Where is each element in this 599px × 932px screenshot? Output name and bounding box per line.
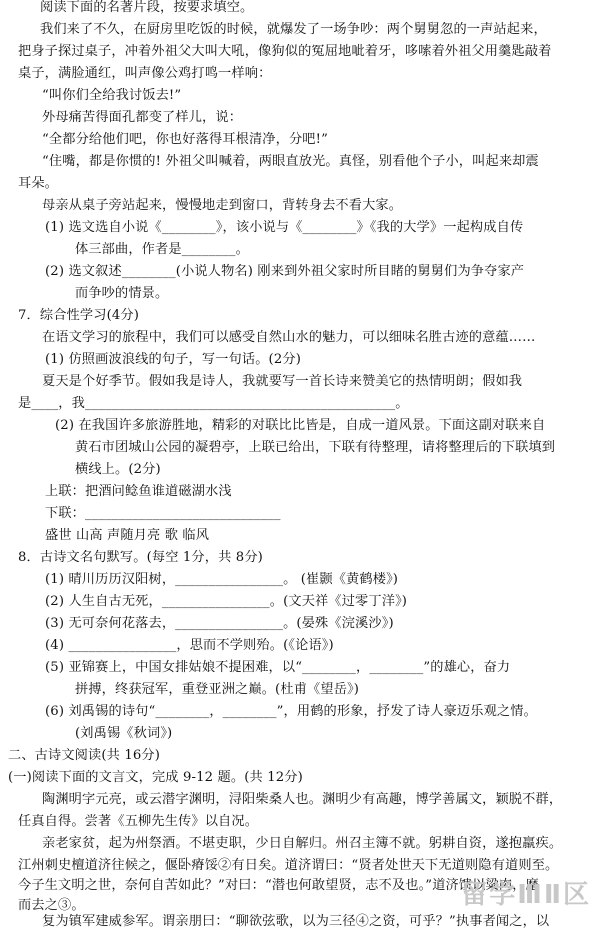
line-13: (2) 选文叙述________(小说人物名) 刚来到外祖父家时所目睹的舅舅们为争夺家产 — [45, 264, 525, 279]
line-10: 母亲从桌子旁站起来，慢慢地走到窗口，背转身去不看大家。 — [42, 198, 403, 213]
line-30: (4) ________________，思而不学则殆。(《论语》) — [45, 638, 334, 653]
line-25: 盛世 山高 声随月亮 歌 临风 — [45, 528, 210, 543]
line-17: (1) 仿照画波浪线的句子，写一句话。(2分) — [45, 352, 302, 367]
line-38: 任真自得。尝著《五柳先生传》以自况。 — [18, 814, 259, 829]
line-21: 黄石市团城山公园的凝碧亭，上联已给出，下联有待整理，请将整理后的下联填到 — [75, 440, 556, 455]
line-2: 我们来了不久，在厨房里吃饭的时候，就爆发了一场争吵：两个舅舅忽的一声站起来， — [40, 22, 547, 37]
line-41: 今子生文明之世，奈何自苦如此？”对曰：“潜也何敢望贤，志不及也。”道济馈以粱肉，麾 — [18, 878, 539, 893]
line-9: 耳朵。 — [18, 176, 59, 191]
line-7: “全都分给他们吧，你也好落得耳根清净，分吧!” — [42, 132, 328, 147]
line-5: “叫你们全给我讨饭去!” — [42, 88, 182, 103]
line-12: 体三部曲，作者是________。 — [75, 242, 249, 257]
line-26: 8．古诗文名句默写。(每空 1分，共 8分) — [18, 550, 263, 565]
line-34: (刘禹锡《秋词》) — [75, 726, 173, 741]
line-23: 上联：把酒问鲶鱼谁道磁湖水浅 — [45, 484, 232, 499]
line-18: 夏天是个好季节。假如我是诗人，我就要写一首长诗来赞美它的热情明朗；假如我 — [42, 374, 523, 389]
line-11: (1) 选文选自小说《________》，该小说与《________》《我的大学》一起构成自传 — [45, 220, 524, 235]
line-42: 而去之③。 — [18, 898, 85, 913]
line-29: (3) 无可奈何花落去，________________。(晏殊《浣溪沙》) — [45, 616, 394, 631]
line-36: (一)阅读下面的文言文，完成 9-12 题。(共 12分) — [8, 770, 303, 785]
line-22: 横线上。(2分) — [75, 462, 161, 477]
line-43: 复为镇军建威参军。谓亲朋曰：“聊欲弦歌，以为三径④之资，可乎？”执事者闻之，以 — [42, 914, 550, 929]
line-4: 桌子，满脸通红，叫声像公鸡打鸣一样响： — [18, 66, 272, 81]
line-37: 陶渊明字元亮，或云潜字渊明，浔阳柴桑人也。渊明少有高趣，博学善属文，颖脱不群， — [42, 792, 563, 807]
line-32: 拼搏，终获冠军，重登亚洲之巅。(杜甫《望岳》) — [75, 682, 360, 697]
line-15: 7．综合性学习(4分) — [18, 308, 140, 323]
line-24: 下联：_____________________________ — [45, 506, 281, 521]
line-40: 江州刺史檀道济往候之，偃卧瘠馁②有日矣。道济谓曰：“贤者处世天下无道则隐有道则至。 — [18, 858, 559, 873]
line-8: “住嘴，都是你惯的! 外祖父叫喊着，两眼直放光。真怪，别看他个子小，叫起来却震 — [42, 154, 539, 169]
line-1: 阅读下面的名著片段，按要求填空。 — [40, 0, 254, 15]
line-20: (2) 在我国许多旅游胜地，精彩的对联比比皆是，自成一道风景。下面这副对联来自 — [55, 418, 546, 433]
line-14: 而争吵的情景。 — [75, 286, 169, 301]
watermark-logo: 留学ⅢⅡ区 — [461, 880, 591, 910]
line-33: (6) 刘禹锡的诗句“________，________”，用鹤的形象，抒发了诗人豪迈乐观之情。 — [45, 704, 537, 719]
line-35: 二、古诗文阅读(共 16分) — [8, 748, 161, 763]
line-19: 是____，我______________________________________________。 — [18, 396, 409, 411]
line-27: (1) 晴川历历汉阳树，________________。 (崔颢《黄鹤楼》) — [45, 572, 399, 587]
line-39: 亲老家贫，起为州祭酒。不堪吏职，少日自解归。州召主簿不就。躬耕自资，遂抱羸疾。 — [42, 836, 563, 851]
line-3: 把身子探过桌子，冲着外祖父大叫大吼，像狗似的冤屈地呲着牙，哆嗦着外祖父用羹匙敲着 — [18, 44, 552, 59]
line-31: (5) 亚锦赛上，中国女排姑娘不提困难，以“________，________”的雄心，奋力 — [45, 660, 511, 675]
line-6: 外母痛苦得面孔都变了样儿，说： — [42, 110, 243, 125]
line-28: (2) 人生自古无死，________________。(文天祥《过零丁洋》) — [45, 594, 408, 609]
line-16: 在语文学习的旅程中，我们可以感受自然山水的魅力，可以细味名胜古迹的意蕴…… — [42, 330, 536, 345]
